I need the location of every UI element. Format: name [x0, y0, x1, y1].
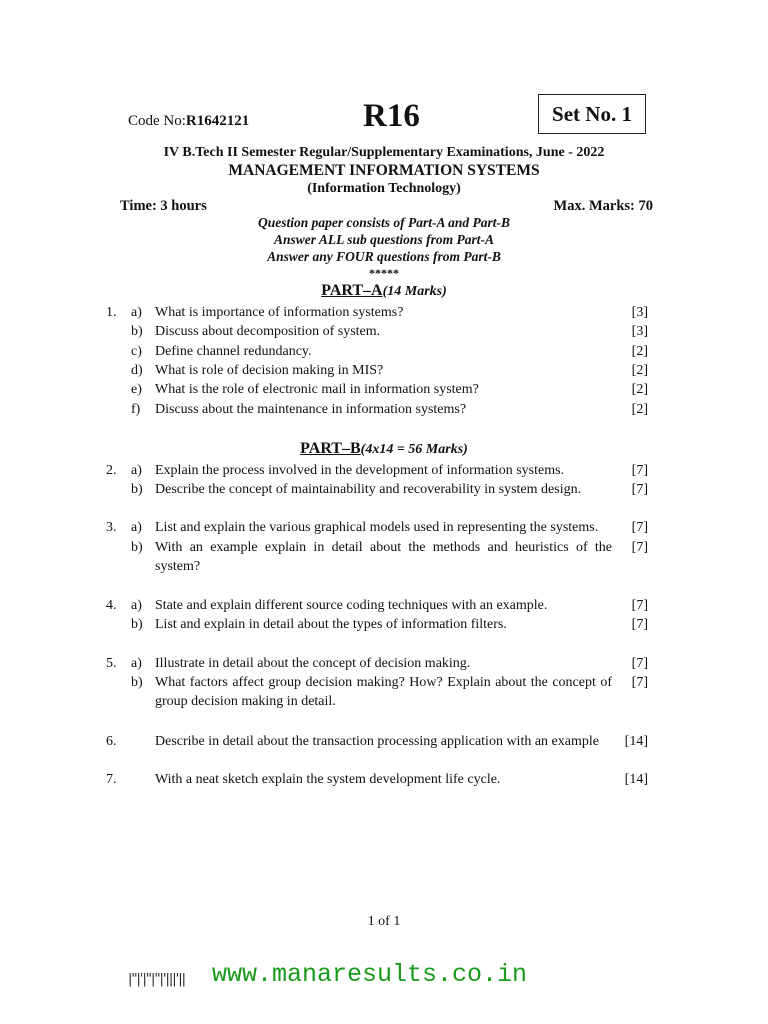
question-text: Explain the process involved in the development of information systems.	[155, 463, 565, 478]
question-text: What factors affect group decision making? How? Explain about the concept of group decision making in detail.	[155, 675, 612, 709]
subject-title: MANAGEMENT INFORMATION SYSTEMS	[228, 162, 540, 179]
part-b-marks: (4x14 = 56 Marks)	[360, 442, 468, 457]
question-marks: [7]	[631, 520, 648, 535]
regulation-code: R16	[363, 98, 420, 134]
part-b-heading	[0, 440, 768, 458]
question-number: 7.	[106, 772, 117, 787]
question-marks: [2]	[631, 344, 648, 359]
question-marks: [3]	[631, 324, 648, 339]
subquestion-label: b)	[131, 675, 143, 690]
question-text: Describe in detail about the transaction processing application with an example	[155, 734, 599, 749]
code-number	[128, 113, 249, 130]
question-marks: [7]	[631, 656, 648, 671]
instruction-line: Answer ALL sub questions from Part-A	[274, 232, 494, 247]
part-a-marks: (14 Marks)	[382, 284, 447, 299]
question-text: With an example explain in detail about the methods and heuristics of the system?	[155, 540, 612, 574]
question-marks: [14]	[624, 734, 648, 749]
question-text: Discuss about decomposition of system.	[155, 324, 381, 339]
part-a-heading	[0, 282, 768, 300]
part-a-title: PART–A	[321, 282, 383, 299]
instruction-line: Question paper consists of Part-A and Part-B	[257, 215, 511, 230]
question-marks: [3]	[631, 305, 648, 320]
max-marks: Max. Marks: 70	[553, 198, 653, 214]
subquestion-label: a)	[131, 598, 142, 613]
barcode: |''|'|''|''|'|||'||	[128, 972, 185, 987]
instruction-line: Answer any FOUR questions from Part-B	[267, 249, 501, 264]
question-marks: [7]	[631, 540, 648, 555]
exam-duration: Time: 3 hours	[120, 198, 207, 214]
question-marks: [2]	[631, 382, 648, 397]
subquestion-label: d)	[131, 363, 143, 378]
subquestion-label: a)	[131, 520, 142, 535]
question-marks: [7]	[631, 482, 648, 497]
subquestion-label: b)	[131, 540, 143, 555]
question-text: What is the role of electronic mail in information system?	[155, 382, 479, 397]
subquestion-label: b)	[131, 324, 143, 339]
question-marks: [7]	[631, 598, 648, 613]
code-value: R1642121	[185, 113, 250, 129]
question-marks: [7]	[631, 617, 648, 632]
website-watermark: www.manaresults.co.in	[212, 960, 528, 989]
part-b-title: PART–B	[300, 440, 361, 457]
question-text: Describe the concept of maintainability and recoverability in system design.	[155, 482, 582, 497]
question-marks: [2]	[631, 363, 648, 378]
subquestion-label: c)	[131, 344, 142, 359]
question-number: 4.	[106, 598, 117, 613]
exam-title: IV B.Tech II Semester Regular/Supplementary Examinations, June - 2022	[163, 145, 605, 160]
question-text: What is importance of information systems?	[155, 305, 404, 320]
question-text: Discuss about the maintenance in information systems?	[155, 402, 467, 417]
question-number: 3.	[106, 520, 117, 535]
subquestion-label: a)	[131, 656, 142, 671]
question-text: With a neat sketch explain the system development life cycle.	[155, 772, 501, 787]
question-number: 6.	[106, 734, 117, 749]
question-text: State and explain different source coding techniques with an example.	[155, 598, 548, 613]
subquestion-label: f)	[131, 402, 141, 417]
question-text: List and explain in detail about the types of information filters.	[155, 617, 507, 632]
separator-stars: *****	[369, 266, 399, 280]
subquestion-label: b)	[131, 482, 143, 497]
question-number: 1.	[106, 305, 117, 320]
question-text: Define channel redundancy.	[155, 344, 312, 359]
subquestion-label: b)	[131, 617, 143, 632]
question-text: What is role of decision making in MIS?	[155, 363, 384, 378]
question-number: 5.	[106, 656, 117, 671]
question-number: 2.	[106, 463, 117, 478]
subquestion-label: a)	[131, 305, 142, 320]
question-marks: [7]	[631, 675, 648, 690]
subquestion-label: a)	[131, 463, 142, 478]
set-number-box: Set No. 1	[538, 94, 646, 134]
question-text: Illustrate in detail about the concept of decision making.	[155, 656, 471, 671]
page-number: 1 of 1	[367, 914, 401, 929]
question-marks: [2]	[631, 402, 648, 417]
subquestion-label: e)	[131, 382, 142, 397]
code-label: Code No:	[128, 113, 186, 129]
question-marks: [14]	[624, 772, 648, 787]
question-text: List and explain the various graphical models used in representing the systems.	[155, 520, 599, 535]
branch-name: (Information Technology)	[307, 181, 461, 196]
question-marks: [7]	[631, 463, 648, 478]
